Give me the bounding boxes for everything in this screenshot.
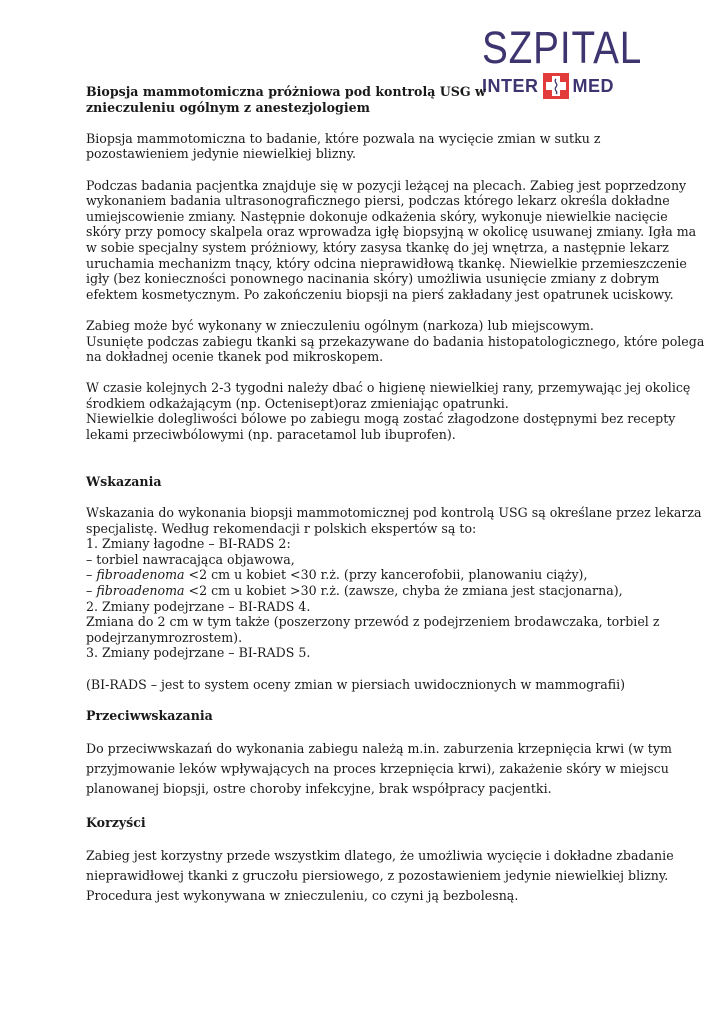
fibroadenoma-term: fibroadenoma — [96, 567, 185, 583]
logo-med-text: MED — [572, 75, 614, 96]
anesthesia-line: Usunięte podczas zabiegu tkanki są przekazywane do badania histopatologicznego, które polega — [86, 333, 705, 349]
benefit-line: Zabieg jest korzystny przede wszystkim dlatego, że umożliwia wycięcie i dokładne zbadanie — [86, 847, 674, 863]
list-dash: – — [86, 567, 97, 583]
contraindication-line: planowanej biopsji, ostre choroby infekcyjne, brak współpracy pacjentki. — [86, 780, 552, 796]
indication-line: Wskazania do wykonania biopsji mammotomicznej pod kontrolą USG są określane przez lekarza — [86, 505, 702, 521]
procedure-line: skóry przy pomocy skalpela oraz wprowadza igłę biopsyjną w okolicę usuwanej zmiany. Igła ma — [86, 224, 697, 240]
benefit-line: nieprawidłowej tkanki z gruczołu piersiowego, z pozostawieniem jedynie niewielkiej blizny. — [86, 867, 669, 883]
contraindication-line: Do przeciwwskazań do wykonania zabiegu należą m.in. zaburzenia krzepnięcia krwi (w tym — [86, 740, 672, 756]
anesthesia-line: Zabieg może być wykonany w znieczuleniu ogólnym (narkoza) lub miejscowym. — [86, 317, 594, 333]
procedure-line: efektem kosmetycznym. Po zakończeniu biopsji na pierś zakładany jest opatrunek uciskowy. — [86, 286, 674, 302]
intro-line: pozostawieniem jedynie niewielkiej blizny. — [86, 146, 357, 162]
aftercare-line: Niewielkie dolegliwości bólowe po zabiegu mogą zostać złagodzone dostępnymi bez recepty — [86, 411, 676, 427]
procedure-line: Podczas badania pacjentka znajduje się w pozycji leżącej na plecach. Zabieg jest poprzedzony — [86, 177, 687, 193]
indication-line: Zmiana do 2 cm w tym także (poszerzony przewód z podejrzeniem brodawczaka, torbiel z — [86, 614, 660, 630]
indication-line — [86, 567, 646, 583]
title-line-2: znieczuleniu ogólnym z anestezjologiem — [86, 99, 370, 115]
indication-line: 3. Zmiany podejrzane – BI-RADS 5. — [86, 645, 311, 661]
indication-line: 1. Zmiany łagodne – BI-RADS 2: — [86, 536, 291, 552]
indication-text: <2 cm u kobiet <30 r.ż. (przy kancerofobii, planowaniu ciąży), — [184, 567, 588, 583]
section-heading-korzysci: Korzyści — [86, 814, 146, 830]
section-heading-wskazania: Wskazania — [86, 473, 162, 489]
intro-line: Biopsja mammotomiczna to badanie, które pozwala na wycięcie zmian w sutku z — [86, 130, 601, 146]
fibroadenoma-term: fibroadenoma — [96, 583, 185, 598]
logo-szpital-text: SZPITAL — [482, 22, 643, 73]
benefit-line: Procedura jest wykonywana w znieczuleniu, co czyni ją bezbolesną. — [86, 887, 519, 903]
anesthesia-line: na dokładnej ocenie tkanek pod mikroskopem. — [86, 349, 384, 365]
birads-note: (BI-RADS – jest to system oceny zmian w piersiach uwidocznionych w mammografii) — [86, 676, 626, 692]
aftercare-line: W czasie kolejnych 2-3 tygodni należy dbać o higienę niewielkiej rany, przemywając jej okolicę — [86, 380, 691, 396]
section-heading-przeciwwskazania: Przeciwwskazania — [86, 707, 213, 723]
procedure-line: wykonaniem badania ultrasonograficznego piersi, podczas którego lekarz określa dokładne — [86, 193, 670, 209]
indication-line: – torbiel nawracająca objawowa, — [86, 551, 295, 567]
indication-line: 2. Zmiany podejrzane – BI-RADS 4. — [86, 598, 311, 614]
indication-line — [86, 583, 646, 599]
document-body — [86, 84, 705, 906]
aftercare-line: środkiem odkażającym (np. Octenisept)oraz zmieniając opatrunki. — [86, 395, 509, 411]
logo-inter-text: INTER — [482, 75, 539, 96]
procedure-line: umiejscowienie zmiany. Następnie dokonuje odkażenia skóry, wykonuje niewielkie nacięcie — [86, 208, 668, 224]
indication-line: podejrzanymrozrostem). — [86, 629, 243, 645]
title-line-1: Biopsja mammotomiczna próżniowa pod kontrolą USG w — [86, 84, 486, 99]
indication-line: specjalistę. Według rekomendacji r polskich ekspertów są to: — [86, 520, 477, 536]
list-dash: – — [86, 583, 97, 598]
procedure-line: igły (bez konieczności ponownego nacinania skóry) umożliwia usunięcie zmiany z dobrym — [86, 271, 660, 287]
aftercare-line: lekami przeciwbólowymi (np. paracetamol lub ibuprofen). — [86, 427, 456, 443]
procedure-line: w sobie specjalny system próżniowy, który zasysa tkankę do jej wnętrza, a następnie lekarz — [86, 239, 669, 255]
procedure-line: uruchamia mechanizm tnący, który odcina nieprawidłową tkankę. Niewielkie przemieszczenie — [86, 255, 687, 271]
indication-text: <2 cm u kobiet >30 r.ż. (zawsze, chyba że zmiana jest stacjonarna), — [184, 583, 623, 598]
contraindication-line: przyjmowanie leków wpływających na proces krzepnięcia krwi), zakażenie skóry w miejscu — [86, 760, 669, 776]
